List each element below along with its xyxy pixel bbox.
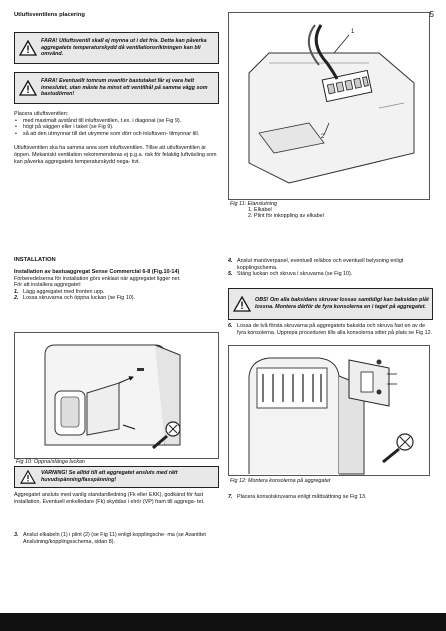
step-text: Stäng luckan och skruva i skruvarna (se Fig 10). [237, 271, 353, 278]
step-number: 6. [228, 323, 233, 329]
mount-brackets-illustration [229, 346, 429, 475]
step-number: 4. [228, 258, 233, 264]
step-number: 3. [14, 532, 19, 538]
figure-12-caption: Fig 12: Montera konsolerna på aggregatet [230, 478, 331, 484]
step-2 [14, 295, 219, 302]
figure-11-caption-item: 2. Plint för inkoppling av elkabel [248, 213, 324, 219]
warning-text-2: FARA! Eventuellt tomrum ovanför bastutaket får ej vara helt inneslutet, utan måste ha minst ett ventilhål på samma vägg som bastudörren! [41, 78, 208, 98]
list-item: • högt på väggen eller i taket (se Fig 9). [14, 124, 219, 131]
warning-text-1: FARA! Utluftsventil skall ej mynna ut i det fria. Detta kan påverka aggregatets temperaturskydd då ventilationsriktningen kan bli omvänd. [41, 38, 207, 58]
figure-10-caption: Fig 10: Öppna/stänga luckan [16, 459, 85, 465]
step-number: 2. [14, 295, 19, 302]
electrical-connection-illustration [229, 13, 429, 199]
warning-text-3: VARNING! Se alltid till att aggregatet ansluts med rätt huvudspänning/fasspänning! [41, 470, 178, 483]
step-6 [228, 323, 433, 336]
footer-bar [0, 613, 446, 631]
figure-11-caption-title: Fig 11: Elanslutning [230, 201, 277, 207]
placement-heading: Utluftsventilens placering [14, 12, 85, 18]
step-text: Lägg aggregatet med fronten upp. [23, 288, 105, 295]
page-number: 5 [429, 10, 434, 19]
figure-11-caption [230, 201, 430, 219]
step-text: Anslut elkabeln (1) i plint (2) (se Fig 11) enligt kopplingsche- ma (se Avanittet Anslutning/kopplingsschema, sidan 8). [23, 532, 206, 545]
warning-triangle-icon [229, 296, 255, 312]
list-item: • med maximalt avstånd till inluftsventilen, t.ex. i diagonal (se Fig 9). [14, 118, 219, 125]
warning-triangle-icon [15, 470, 41, 484]
step-text: Lossa de två första skruvarna på aggregatets baksida och skruva fast en av de fyra konsolerna. Upprepa proceduren tills alla konsolerna sitter på plats se Fig 12. [237, 323, 433, 336]
warning-box-3 [14, 466, 219, 488]
step-number: 1. [14, 288, 19, 295]
step-3 [14, 532, 219, 545]
warning-box-1 [14, 32, 219, 64]
heater-open-hatch-illustration [15, 333, 218, 458]
warning-box-2 [14, 72, 219, 104]
installation-subheading: Installation av bastuaggregat Sense Commercial 6-8 (Fig.10-14) [14, 269, 180, 275]
installation-heading: INSTALLATION [14, 257, 56, 263]
installation-body [14, 269, 219, 302]
step-number: 5. [228, 271, 233, 278]
callout-1: 1 [351, 29, 355, 35]
warning-triangle-icon [15, 80, 41, 96]
step-7 [228, 494, 433, 501]
figure-12 [228, 345, 430, 476]
step-text: Anslut manöverpanel, eventuell reläbox och eventuell belysning enligt kopplingschema. [237, 258, 404, 271]
step-4 [228, 258, 433, 271]
figure-11-caption-item: 1. Elkabel [248, 207, 272, 213]
step-text: Lossa skruvarna och öppna luckan (se Fig 10). [23, 295, 136, 302]
warning-triangle-icon [15, 40, 41, 56]
figure-11 [228, 12, 430, 200]
screw-icon [383, 434, 413, 462]
installation-para-2: För att installera aggregatet: [14, 282, 82, 289]
placement-paragraph: Utluftsventilen ska ha samma area som inluftsventilen. Tillse att utluftsventilen är öppen. Mekaniskt ventilation rekommenderas ej p.g.a. risk för felaktig luftväxling som kan påverka aggregatets temperaturskydd nega- tivt. [14, 145, 217, 165]
list-item: • så att den utmynnar till det utrymme som dörr och inluftsven- tilmynnar till. [14, 131, 219, 138]
figure-10 [14, 332, 219, 459]
step-1 [14, 289, 219, 296]
step-5 [228, 271, 433, 278]
step-number: 7. [228, 494, 233, 500]
placement-intro: Placera utluftsventilen: [14, 111, 69, 117]
placement-body [14, 111, 219, 165]
warning-text-4: OBS! Om alla baksidans skruvar lossas samtidigt kan baksidan plåt lossna. Montera därför de fyra konsolerna en i taget på aggregatet. [255, 297, 429, 310]
bracket [349, 360, 389, 406]
warning-box-4 [228, 288, 433, 320]
connection-paragraph: Aggregatet ansluts med vanlig standardledning (Fk eller EKK), godkänd för fast installation. Eventuell enkelledare (Fk) skyddas i elrör (VP) fram till aggrega- tet. [14, 492, 205, 505]
callout-2: 2 [321, 134, 325, 140]
step-text: Placera konsolskruvarna enligt måttsättning se Fig 13. [237, 494, 367, 500]
right-steps [228, 258, 433, 278]
installation-para-1: Förberedelserna för installation görs enklast när aggregatet ligger ner. [14, 275, 181, 282]
